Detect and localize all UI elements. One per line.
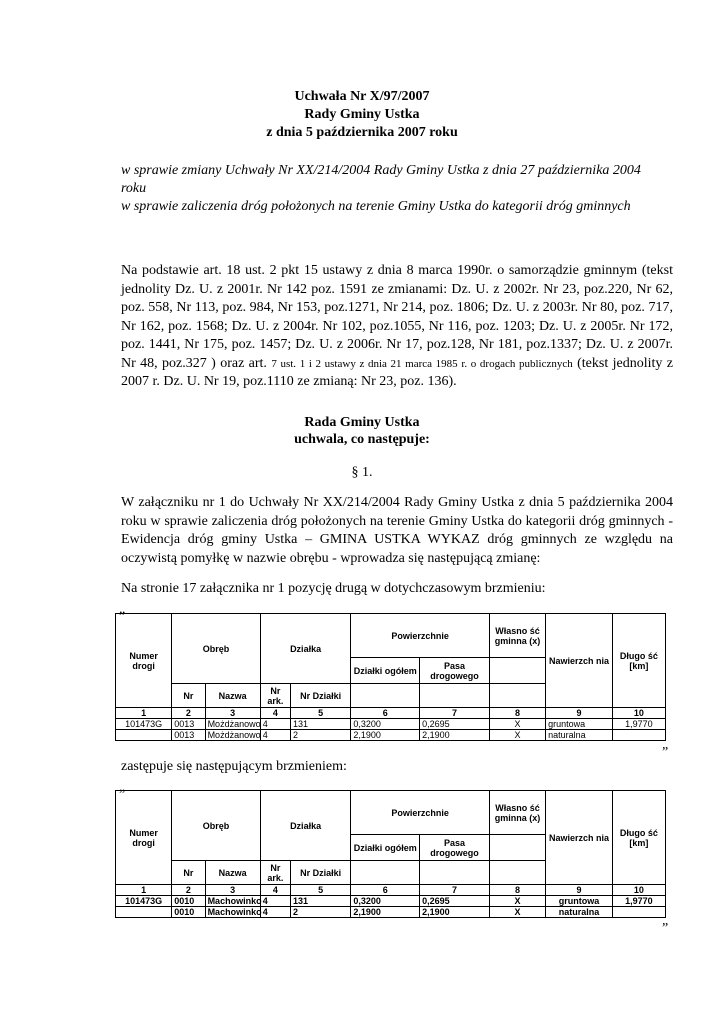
header-numer-drogi: Numer drogi	[116, 791, 172, 885]
cell-nawierzchnia: gruntowa	[546, 896, 613, 907]
column-number: 5	[290, 708, 350, 719]
cell-dlugosc: 1,9770	[612, 896, 665, 907]
column-number: 7	[420, 708, 490, 719]
cell-dzialka: 131	[290, 719, 350, 730]
cell-wlasnosc: X	[489, 719, 545, 730]
header-nr: Nr	[172, 861, 205, 885]
header-empty	[489, 861, 545, 885]
resolution-date: z dnia 5 października 2007 roku	[266, 125, 458, 140]
header-empty	[489, 658, 545, 684]
header-wlasnosc: Własno ść gminna (x)	[489, 791, 545, 835]
header-nr: Nr	[172, 684, 205, 708]
column-number: 9	[546, 708, 613, 719]
header-empty	[351, 861, 420, 885]
legal-basis-reference: (tekst jednolity z 2007 r. Dz. U. Nr 19, poz.1110 ze zmianą: Nr 23, poz. 136).	[121, 355, 673, 389]
cell-ogolem: 0,3200	[351, 896, 420, 907]
legal-basis	[121, 262, 673, 392]
header-nr-dzialki: Nr Działki	[290, 861, 350, 885]
cell-nr: 0013	[172, 730, 205, 741]
cell-nazwa: Machowinko	[205, 907, 260, 918]
cell-dlugosc	[612, 907, 665, 918]
header-pasa-drogowego: Pasa drogowego	[420, 658, 490, 684]
cell-nazwa: Machowinko	[205, 896, 260, 907]
header-dlugosc: Długo ść [km]	[612, 614, 665, 708]
amendment-paragraph: W załączniku nr 1 do Uchwały Nr XX/214/2004 Rady Gminy Ustka z dnia 5 października 2004 roku w sprawie zaliczenia dróg położonych na terenie Gminy Ustka do kategorii dróg gminnych - Ewidencja dróg gminy Ustka – GMINA USTKA WYKAZ dróg gminnych ze względu na oczywistą pomyłkę w nazwie obrębu - wprowadza się następującą zmianę:	[121, 495, 673, 566]
cell-dzialka: 2	[290, 907, 350, 918]
column-number: 10	[612, 708, 665, 719]
cell-pas: 0,2695	[420, 896, 490, 907]
cell-nr: 0010	[172, 896, 205, 907]
closing-quote: ”	[662, 921, 669, 936]
subject-line-3: w sprawie zaliczenia dróg położonych na terenie Gminy Ustka do kategorii dróg gminnych	[121, 199, 631, 214]
column-number: 1	[116, 708, 172, 719]
cell-dlugosc: 1,9770	[612, 719, 665, 730]
column-number: 6	[351, 885, 420, 896]
header-empty	[420, 684, 490, 708]
header-dzialka: Działka	[260, 791, 351, 861]
table-header-row	[116, 791, 666, 835]
column-number: 9	[546, 885, 613, 896]
table-row	[116, 719, 666, 730]
council-heading: Rada Gminy Ustka	[304, 415, 420, 430]
column-number: 4	[260, 885, 290, 896]
section-number: § 1.	[351, 465, 373, 480]
old-wording-intro: Na stronie 17 załącznika nr 1 pozycję drugą w dotychczasowym brzmieniu:	[121, 581, 546, 596]
column-number: 8	[489, 885, 545, 896]
cell-nawierzchnia: naturalna	[546, 730, 613, 741]
new-wording-intro: zastępuje się następującym brzmieniem:	[121, 759, 347, 774]
cell-nr: 0010	[172, 907, 205, 918]
cell-pas: 0,2695	[420, 719, 490, 730]
cell-nawierzchnia: gruntowa	[546, 719, 613, 730]
legal-basis-main: Na podstawie art. 18 ust. 2 pkt 15 ustawy z dnia 8 marca 1990r. o samorządzie gminnym (tekst jednolity Dz. U. z 2001r. Nr 142 poz. 1591 ze zmianami: Dz. U. z 2002r. Nr 23, poz.220, Nr 62, poz. 558, Nr 113, poz. 984, Nr 153, poz.1271, Nr 214, poz. 1806; Dz. U. z 2003r. Nr 80, poz. 717, Nr 162, poz. 1568; Dz. U. z 2004r. Nr 102, poz.1055, Nr 116, poz. 1203; Dz. U. z 2005r. Nr 172, poz. 1441, Nr 175, poz. 1457; Dz. U. z 2006r. Nr 17, poz.128, Nr 181, poz.1337; Dz. U. z 2007r. Nr 48, poz.327 ) oraz art.	[121, 263, 673, 371]
header-dzialki-ogolem: Działki ogółem	[351, 835, 420, 861]
header-empty	[489, 835, 545, 861]
cell-dzialka: 2	[290, 730, 350, 741]
cell-wlasnosc: X	[489, 907, 545, 918]
header-empty	[489, 684, 545, 708]
header-numer-drogi: Numer drogi	[116, 614, 172, 708]
roads-table-old	[115, 613, 666, 741]
resolves-heading: uchwala, co następuje:	[294, 432, 430, 447]
header-pasa-drogowego: Pasa drogowego	[420, 835, 490, 861]
header-obreb: Obręb	[172, 614, 261, 684]
opening-quote: „	[119, 602, 126, 617]
legal-basis-act: 7 ust. 1 i 2 ustawy z dnia 21 marca 1985 r. o drogach publicznych	[271, 357, 573, 370]
column-number: 2	[172, 708, 205, 719]
opening-quote: „	[119, 780, 126, 795]
header-nawierzchnia: Nawierzch nia	[546, 614, 613, 708]
header-empty	[420, 861, 490, 885]
subject-line-1: w sprawie zmiany Uchwały Nr XX/214/2004 Rady Gminy Ustka z dnia 27 października 2004	[121, 163, 641, 178]
cell-numer	[116, 907, 172, 918]
table-row	[116, 907, 666, 918]
column-number: 3	[205, 708, 260, 719]
cell-pas: 2,1900	[420, 907, 490, 918]
cell-ogolem: 2,1900	[351, 730, 420, 741]
cell-nawierzchnia: naturalna	[546, 907, 613, 918]
header-nazwa: Nazwa	[205, 684, 260, 708]
header-obreb: Obręb	[172, 791, 261, 861]
header-wlasnosc: Własno ść gminna (x)	[489, 614, 545, 658]
header-nazwa: Nazwa	[205, 861, 260, 885]
subject-line-2: roku	[121, 181, 147, 196]
header-dzialka: Działka	[260, 614, 351, 684]
column-number: 2	[172, 885, 205, 896]
header-dzialki-ogolem: Działki ogółem	[351, 658, 420, 684]
table-row	[116, 896, 666, 907]
cell-ogolem: 2,1900	[351, 907, 420, 918]
cell-ark: 4	[260, 730, 290, 741]
cell-dzialka: 131	[290, 896, 350, 907]
cell-pas: 2,1900	[420, 730, 490, 741]
cell-ark: 4	[260, 896, 290, 907]
cell-ark: 4	[260, 719, 290, 730]
header-nawierzchnia: Nawierzch nia	[546, 791, 613, 885]
cell-wlasnosc: X	[489, 896, 545, 907]
header-dlugosc: Długo ść [km]	[612, 791, 665, 885]
header-nr-ark: Nr ark.	[260, 861, 290, 885]
cell-nazwa: Możdżanowo	[205, 730, 260, 741]
column-number: 8	[489, 708, 545, 719]
cell-ark: 4	[260, 907, 290, 918]
column-number: 5	[290, 885, 350, 896]
column-number: 1	[116, 885, 172, 896]
resolution-number: Uchwała Nr X/97/2007	[294, 89, 430, 104]
roads-table-new	[115, 790, 666, 918]
cell-numer	[116, 730, 172, 741]
column-number-row	[116, 708, 666, 719]
column-number: 3	[205, 885, 260, 896]
column-number: 6	[351, 708, 420, 719]
column-number-row	[116, 885, 666, 896]
cell-nr: 0013	[172, 719, 205, 730]
column-number: 4	[260, 708, 290, 719]
table-header-row	[116, 614, 666, 658]
closing-quote: ”	[662, 745, 669, 760]
header-nr-dzialki: Nr Działki	[290, 684, 350, 708]
header-nr-ark: Nr ark.	[260, 684, 290, 708]
cell-wlasnosc: X	[489, 730, 545, 741]
cell-numer: 101473G	[116, 896, 172, 907]
table-row	[116, 730, 666, 741]
header-powierzchnie: Powierzchnie	[351, 791, 490, 835]
column-number: 7	[420, 885, 490, 896]
header-empty	[351, 684, 420, 708]
council-name: Rady Gminy Ustka	[304, 107, 420, 122]
cell-ogolem: 0,3200	[351, 719, 420, 730]
header-powierzchnie: Powierzchnie	[351, 614, 490, 658]
column-number: 10	[612, 885, 665, 896]
cell-dlugosc	[612, 730, 665, 741]
cell-numer: 101473G	[116, 719, 172, 730]
cell-nazwa: Możdżanowo	[205, 719, 260, 730]
